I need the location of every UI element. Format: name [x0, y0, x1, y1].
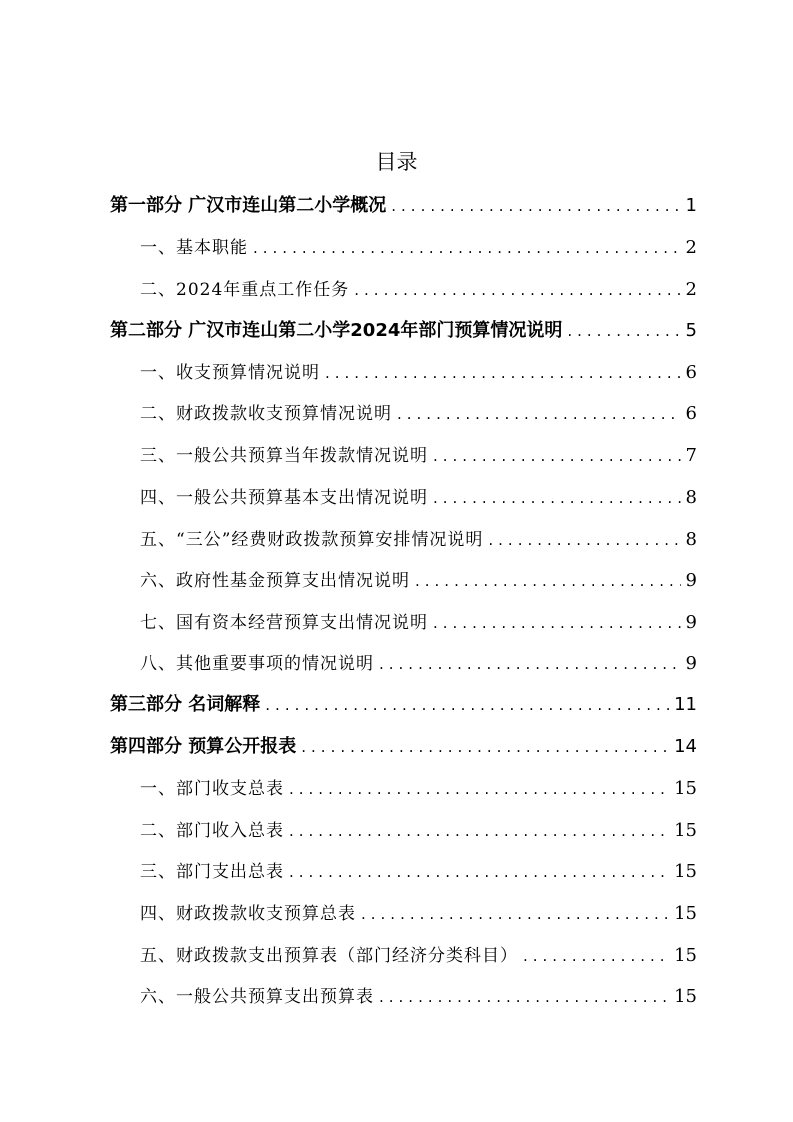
- toc-page-number: 9: [685, 612, 697, 633]
- toc-dot-leader: [265, 690, 669, 720]
- toc-entry-part-4[interactable]: [110, 732, 697, 762]
- toc-dot-leader: [567, 316, 680, 346]
- toc-page-number: 5: [685, 320, 697, 341]
- toc-page-number: 8: [685, 529, 697, 550]
- toc-entry[interactable]: [140, 774, 697, 804]
- toc-dot-leader: [379, 649, 681, 679]
- toc-entry[interactable]: [140, 566, 697, 596]
- toc-entry[interactable]: [140, 275, 697, 305]
- toc-entry-label: 二、2024年重点工作任务: [140, 280, 350, 300]
- toc-entry-label: 第二部分 广汉市连山第二小学2024年部门预算情况说明: [110, 320, 563, 341]
- toc-dot-leader: [397, 399, 681, 429]
- toc-page-number: 15: [674, 820, 697, 841]
- toc-entry-part-1[interactable]: [110, 191, 697, 221]
- toc-entry[interactable]: [140, 525, 697, 555]
- toc-entry[interactable]: [140, 483, 697, 513]
- toc-entry[interactable]: [140, 941, 697, 971]
- toc-entry[interactable]: [140, 857, 697, 887]
- toc-page-number: 6: [685, 403, 697, 424]
- toc-entry-label: 一、部门收支总表: [140, 779, 284, 799]
- toc-entry[interactable]: [140, 649, 697, 679]
- toc-entry[interactable]: [140, 608, 697, 638]
- toc-entry[interactable]: [140, 899, 697, 929]
- toc-dot-leader: [488, 525, 680, 555]
- toc-entry[interactable]: [140, 358, 697, 388]
- toc-page-number: 11: [674, 694, 697, 715]
- toc-entry-label: 第四部分 预算公开报表: [110, 736, 297, 757]
- toc-entry[interactable]: [140, 399, 697, 429]
- toc-entry-label: 一、基本职能: [140, 238, 248, 258]
- toc-entry[interactable]: [140, 816, 697, 846]
- toc-dot-leader: [523, 941, 669, 971]
- toc-entry-label: 四、财政拨款收支预算总表: [140, 904, 356, 924]
- toc-page-number: 1: [685, 195, 697, 216]
- toc-page-number: 15: [674, 903, 697, 924]
- toc-dot-leader: [433, 483, 681, 513]
- toc-dot-leader: [354, 275, 680, 305]
- toc-dot-leader: [289, 857, 669, 887]
- toc-entry[interactable]: [140, 233, 697, 263]
- toc-page-number: 15: [674, 945, 697, 966]
- toc-dot-leader: [325, 358, 681, 388]
- toc-dot-leader: [289, 774, 669, 804]
- toc-dot-leader: [289, 816, 669, 846]
- toc-entry[interactable]: [140, 441, 697, 471]
- toc-dot-leader: [253, 233, 681, 263]
- toc-entry-label: 第三部分 名词解释: [110, 694, 261, 715]
- toc-entry[interactable]: [140, 982, 697, 1012]
- toc-page-number: 6: [685, 362, 697, 383]
- toc-entry-label: 三、一般公共预算当年拨款情况说明: [140, 446, 428, 466]
- toc-entry-label: 二、部门收入总表: [140, 821, 284, 841]
- toc-page-number: 15: [674, 778, 697, 799]
- toc-page-number: 14: [674, 736, 697, 757]
- toc-entry-label: 八、其他重要事项的情况说明: [140, 654, 374, 674]
- toc-entry-label: 一、收支预算情况说明: [140, 363, 320, 383]
- toc-entry-label: 五、财政拨款支出预算表（部门经济分类科目）: [140, 946, 518, 966]
- toc-entry-label: 六、政府性基金预算支出情况说明: [140, 571, 410, 591]
- toc-page-number: 15: [674, 861, 697, 882]
- toc-entry-part-3[interactable]: [110, 690, 697, 720]
- toc-page-number: 8: [685, 487, 697, 508]
- toc-dot-leader: [361, 899, 669, 929]
- toc-dot-leader: [301, 732, 669, 762]
- toc-entry-part-2[interactable]: [110, 316, 697, 346]
- toc-dot-leader: [433, 608, 681, 638]
- toc-dot-leader: [379, 982, 669, 1012]
- toc-page-number: 7: [685, 445, 697, 466]
- toc-entry-label: 二、财政拨款收支预算情况说明: [140, 404, 392, 424]
- toc-dot-leader: [391, 191, 680, 221]
- toc-entry-label: 五、“三公”经费财政拨款预算安排情况说明: [140, 530, 484, 550]
- toc-entry-label: 第一部分 广汉市连山第二小学概况: [110, 195, 387, 216]
- toc-entry-label: 四、一般公共预算基本支出情况说明: [140, 488, 428, 508]
- toc-page-number: 2: [685, 279, 697, 300]
- toc-dot-leader: [433, 441, 681, 471]
- toc-entry-label: 六、一般公共预算支出预算表: [140, 987, 374, 1007]
- toc-page-number: 2: [685, 237, 697, 258]
- toc-dot-leader: [415, 566, 681, 596]
- toc-page-number: 9: [685, 653, 697, 674]
- toc-entry-label: 七、国有资本经营预算支出情况说明: [140, 613, 428, 633]
- toc-page-number: 15: [674, 986, 697, 1007]
- toc-title: 目录: [375, 150, 418, 174]
- toc-entry-label: 三、部门支出总表: [140, 862, 284, 882]
- toc-page-number: 9: [685, 570, 697, 591]
